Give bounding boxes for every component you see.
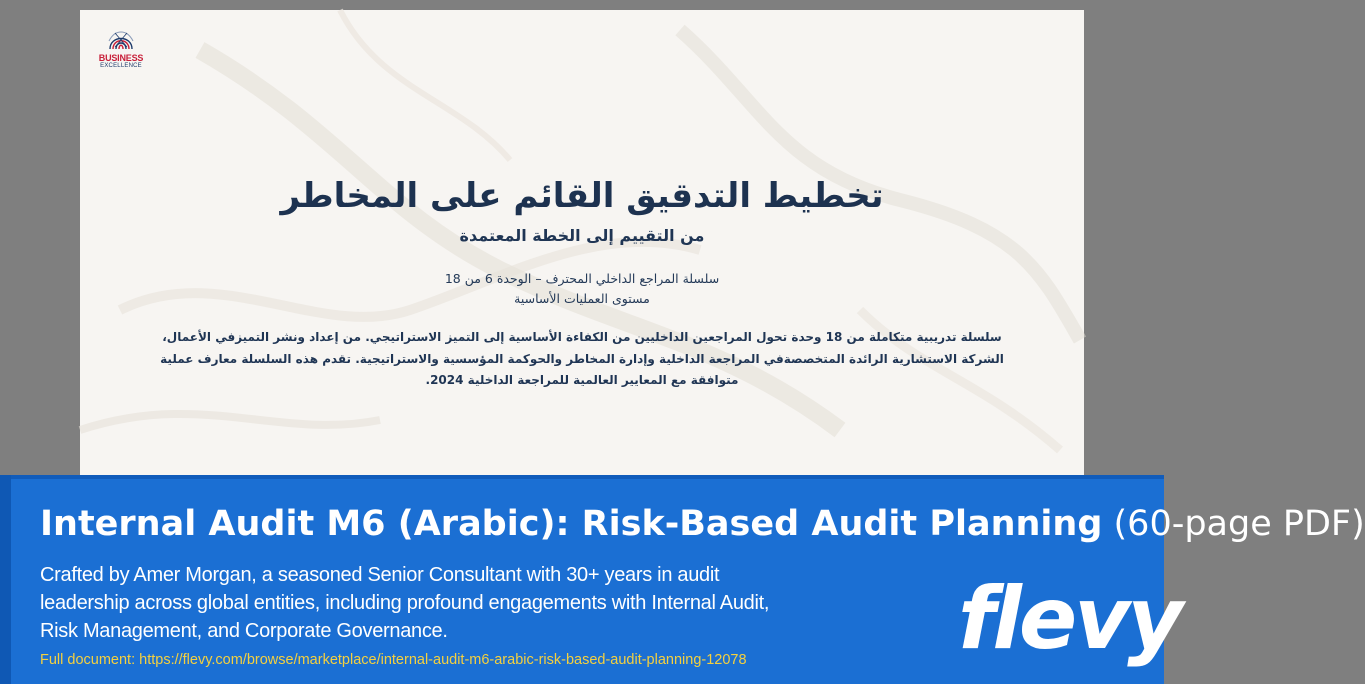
page-count: (60-page PDF) [1102,504,1365,544]
document-title-text: Internal Audit M6 (Arabic): Risk-Based Audit Planning [40,504,1103,544]
slide-title: تخطيط التدقيق القائم على المخاطر [280,176,884,216]
fingerprint-logo-icon [107,27,135,53]
business-excellence-logo [94,27,148,70]
banner-left-edge [0,475,11,684]
level-line: مستوى العمليات الأساسية [514,291,650,306]
slide-description: سلسلة تدريبية متكاملة من 18 وحدة تحول المراجعين الداخليين من الكفاءة الأساسية إلى التميز الاستراتيجي. من إعداد ونشر التميزفي الأعمال، الشركة الاستشارية الرائدة المتخصصةفي المراجعة الداخلية وإدارة المخاطر والحوكمة المؤسسية والاستراتيجية. تقدم هذه السلسلة معارف عملية متوافقة مع المعايير العالمية للمراجعة الداخلية 2024. [160,330,1004,387]
slide-subtitle: من التقييم إلى الخطة المعتمدة [459,226,705,245]
full-document-link[interactable]: Full document: https://flevy.com/browse/marketplace/internal-audit-m6-arabic-risk-based-audit-planning-12078 [40,652,747,668]
document-page-preview [80,10,1084,475]
author-description: Crafted by Amer Morgan, a seasoned Senior Consultant with 30+ years in audit leadership across global entities, including profound engagements with Internal Audit, Risk Management, and Corporate Governance. [40,564,770,642]
document-info-banner [0,475,1365,684]
series-line: سلسلة المراجع الداخلي المحترف – الوحدة 6 من 18 [444,271,720,286]
logo-line1: BUSINESS [98,53,144,63]
banner-top-border [0,475,1164,479]
flevy-logo[interactable]: flevy [958,569,1181,669]
logo-line2: EXCELLENCE [100,63,142,69]
document-title [40,503,1365,545]
